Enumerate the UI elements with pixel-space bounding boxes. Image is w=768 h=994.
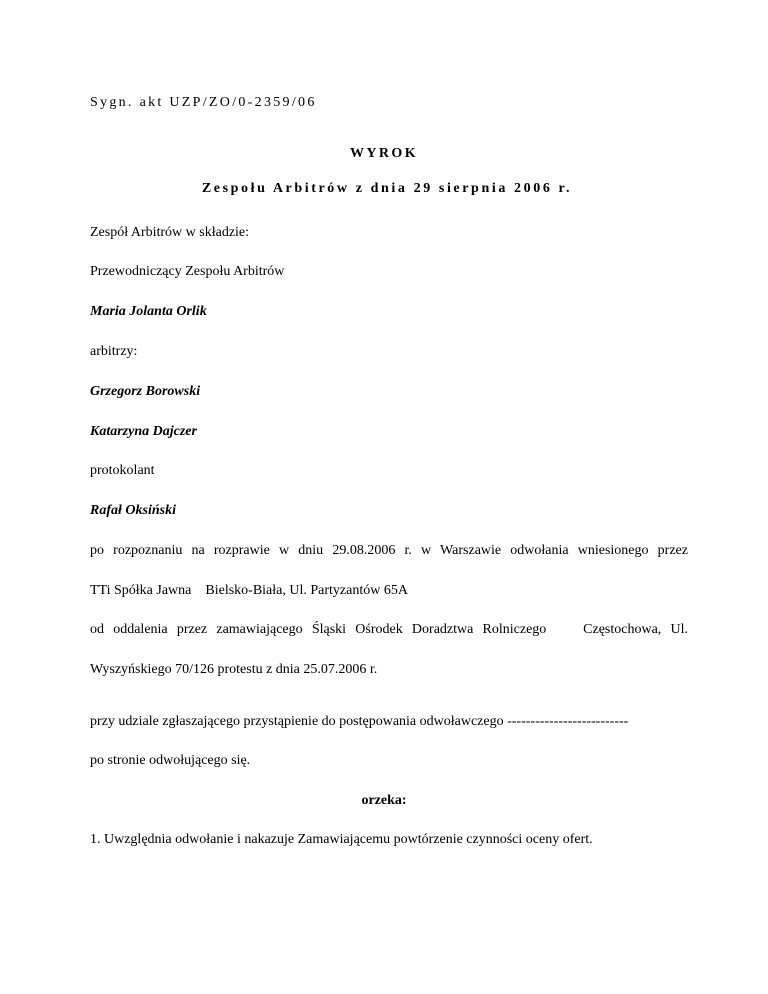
arbiters-label: arbitrzy:: [90, 344, 138, 359]
appeal-paragraph-line: Wyszyńskiego 70/126 protestu z dnia 25.07.2006 r.: [90, 662, 378, 677]
clerk-name: Rafał Oksiński: [90, 503, 176, 518]
arbiter-name: Grzegorz Borowski: [90, 384, 201, 399]
ruling-heading: orzeka:: [361, 793, 407, 808]
arbiter-name: Katarzyna Dajczer: [90, 424, 197, 439]
chair-name: Maria Jolanta Orlik: [90, 304, 207, 319]
intervener-line: przy udziale zgłaszającego przystąpienie do postępowania odwoławczego --------------------------: [90, 714, 629, 729]
document-subtitle: Zespołu Arbitrów z dnia 29 sierpnia 2006 r.: [201, 181, 573, 196]
intervener-line: po stronie odwołującego się.: [90, 753, 251, 768]
chair-label: Przewodniczący Zespołu Arbitrów: [90, 264, 285, 279]
document-title: WYROK: [350, 146, 418, 161]
appeal-paragraph-line: od oddalenia przez zamawiającego Śląski Ośrodek Doradztwa Rolniczego Częstochowa, Ul.: [90, 622, 688, 637]
clerk-label: protokolant: [90, 463, 155, 478]
case-reference: Sygn. akt UZP/ZO/0-2359/06: [90, 95, 317, 110]
appeal-paragraph-line: po rozpoznaniu na rozprawie w dniu 29.08.2006 r. w Warszawie odwołania wniesionego przez: [90, 543, 688, 558]
composition-intro: Zespół Arbitrów w składzie:: [90, 225, 250, 240]
ruling-item: 1. Uwzględnia odwołanie i nakazuje Zamawiającemu powtórzenie czynności oceny ofert.: [90, 832, 593, 847]
appeal-paragraph-line: TTi Spółka Jawna Bielsko-Biała, Ul. Partyzantów 65A: [90, 583, 408, 598]
